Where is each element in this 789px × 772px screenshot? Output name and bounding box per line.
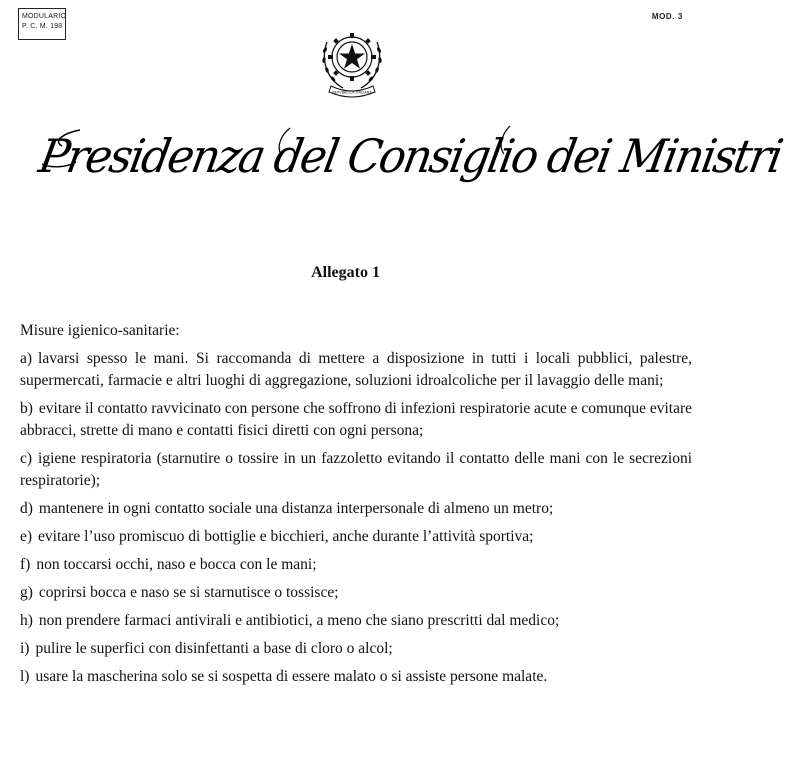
measure-item	[20, 348, 692, 392]
measure-letter: c)	[20, 450, 33, 467]
measure-text: usare la mascherina solo se si sospetta di essere malato o si assiste persone malate.	[35, 668, 548, 685]
measure-letter: d)	[20, 500, 33, 517]
mod-label: MOD. 3	[651, 12, 683, 21]
measure-text: evitare l’uso promiscuo di bottiglie e bicchieri, anche durante l’attività sportiva;	[38, 528, 534, 545]
measures-intro: Misure igienico-sanitarie:	[20, 322, 180, 339]
measure-item	[20, 554, 692, 576]
modulario-line-1: MODULARIO	[22, 13, 67, 20]
institution-name: Presidenza del Consiglio dei Ministri	[35, 129, 786, 183]
modulario-line-2: P. C. M. 198	[22, 23, 63, 30]
measure-item	[20, 398, 692, 442]
document-title: Allegato 1	[311, 264, 380, 281]
measure-letter: i)	[20, 640, 30, 657]
italian-emblem-icon	[317, 24, 387, 100]
measure-letter: f)	[20, 556, 31, 573]
measure-letter: l)	[20, 668, 30, 685]
measure-letter: g)	[20, 584, 33, 601]
measure-item	[20, 526, 692, 548]
measure-item	[20, 582, 692, 604]
measure-letter: b)	[20, 400, 33, 417]
measure-text: lavarsi spesso le mani. Si raccomanda di mettere a disposizione in tutti i locali pubblici, palestre, supermercati, farmacie e altri luoghi di aggregazione, soluzioni idroalcoliche per il lavaggio delle mani;	[20, 350, 692, 389]
modulario-box	[18, 8, 66, 40]
measure-text: mantenere in ogni contatto sociale una distanza interpersonale di almeno un metro;	[38, 500, 554, 517]
measure-letter: a)	[20, 350, 33, 367]
measure-item	[20, 610, 692, 632]
measure-text: coprirsi bocca e naso se si starnutisce o tossisce;	[38, 584, 339, 601]
measure-item	[20, 498, 692, 520]
measure-text: evitare il contatto ravvicinato con persone che soffrono di infezioni respiratorie acute e comunque evitare abbracci, strette di mano e contatti fisici diretti con ogni persona;	[20, 400, 692, 439]
measure-item	[20, 666, 692, 688]
emblem-ribbon-text: REPVBBLICA ITALIANA	[332, 90, 372, 95]
measures-list	[20, 348, 692, 688]
measure-text: igiene respiratoria (starnutire o tossire in un fazzoletto evitando il contatto delle mani con le secrezioni respiratorie);	[20, 450, 692, 489]
measure-text: non prendere farmaci antivirali e antibiotici, a meno che siano prescritti dal medico;	[38, 612, 560, 629]
measure-text: non toccarsi occhi, naso e bocca con le mani;	[36, 556, 317, 573]
institution-heading	[35, 108, 786, 204]
measure-item	[20, 638, 692, 660]
measure-text: pulire le superfici con disinfettanti a base di cloro o alcol;	[35, 640, 393, 657]
measure-item	[20, 448, 692, 492]
measure-letter: h)	[20, 612, 33, 629]
document-body	[20, 320, 692, 694]
measure-letter: e)	[20, 528, 33, 545]
